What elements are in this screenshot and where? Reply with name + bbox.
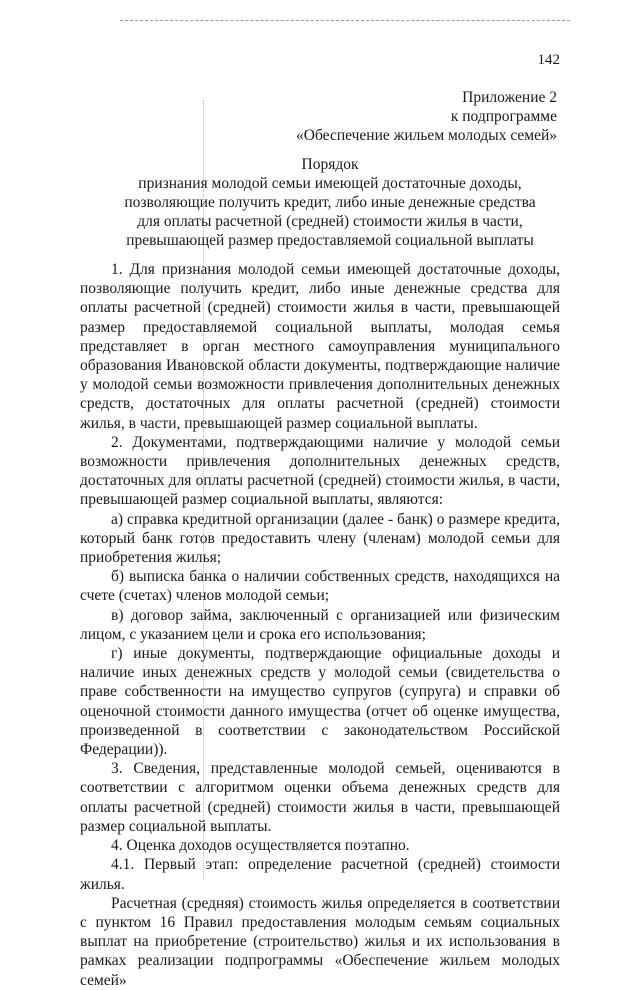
paragraph-4-1: 4.1. Первый этап: определение расчетной (средней) стоимости жилья. bbox=[80, 856, 560, 893]
appendix-header bbox=[296, 88, 557, 145]
paragraph-3: 3. Сведения, представленные молодой семьей, оцениваются в соответствии с алгоритмом оценки объема денежных средств для оплаты расчетной (средней) стоимости жилья в части, превышающей размер социальной выплаты. bbox=[80, 760, 560, 835]
title-heading: Порядок bbox=[301, 156, 359, 173]
paragraph-4-1-text: Расчетная (средняя) стоимость жилья определяется в соответствии с пунктом 16 Правил предоставления молодым семьям социальных выплат на приобретение (строительство) жилья и их использования в рамках реализации подпрограммы «Обеспечение жильем молодых семей» bbox=[80, 894, 560, 989]
title-line: позволяющие получить кредит, либо иные денежные средства bbox=[124, 194, 536, 211]
paragraph-2d: г) иные документы, подтверждающие официальные доходы и наличие иных денежных средств у молодой семьи (свидетельства о праве собственности на имущество супругов (супруга) и справки об оценочной стоимости данного имущества (отчет об оценке имущества, произведенной в соответствии с законодательством Российской Федерации)). bbox=[80, 645, 560, 759]
scan-artifact-line bbox=[120, 20, 570, 21]
title-line: превышающей размер предоставляемой социальной выплаты bbox=[126, 232, 534, 249]
document-title bbox=[80, 155, 580, 250]
appendix-line: «Обеспечение жильем молодых семей» bbox=[296, 127, 557, 144]
paragraph-2: 2. Документами, подтверждающими наличие у молодой семьи возможности привлечения дополнительных денежных средств, достаточных для оплаты расчетной (средней) стоимости жилья, в части, превышающей размер социальной выплаты, являются: bbox=[80, 433, 560, 509]
appendix-line: к подпрограмме bbox=[450, 108, 557, 125]
paragraph-2b: б) выписка банка о наличии собственных средств, находящихся на счете (счетах) членов молодой семьи; bbox=[80, 568, 560, 605]
paragraph-2a: а) справка кредитной организации (далее - банк) о размере кредита, который банк готов предоставить члену (членам) молодой семьи для приобретения жилья; bbox=[80, 510, 560, 567]
appendix-line: Приложение 2 bbox=[462, 89, 557, 106]
title-line: признания молодой семьи имеющей достаточные доходы, bbox=[138, 175, 522, 192]
document-body bbox=[80, 260, 560, 990]
title-line: для оплаты расчетной (средней) стоимости жилья в части, bbox=[137, 213, 523, 230]
paragraph-4: 4. Оценка доходов осуществляется поэтапно. bbox=[111, 837, 410, 855]
paragraph-2c: в) договор займа, заключенный с организацией или физическим лицом, с указанием цели и срока его использования; bbox=[80, 606, 560, 643]
page-number: 142 bbox=[537, 52, 560, 68]
paragraph-1: 1. Для признания молодой семьи имеющей достаточные доходы, позволяющие получить кредит, либо иные денежные средства для оплаты расчетной (средней) стоимости жилья в части, превышающей размер предоставляемой социальной выплаты, молодая семья представляет в орган местного самоуправления муниципального образования Ивановской области документы, подтверждающие наличие у молодой семьи возможности привлечения дополнительных денежных средств, достаточных для оплаты расчетной (средней) стоимости жилья, в части, превышающей размер социальной выплаты. bbox=[80, 261, 560, 432]
